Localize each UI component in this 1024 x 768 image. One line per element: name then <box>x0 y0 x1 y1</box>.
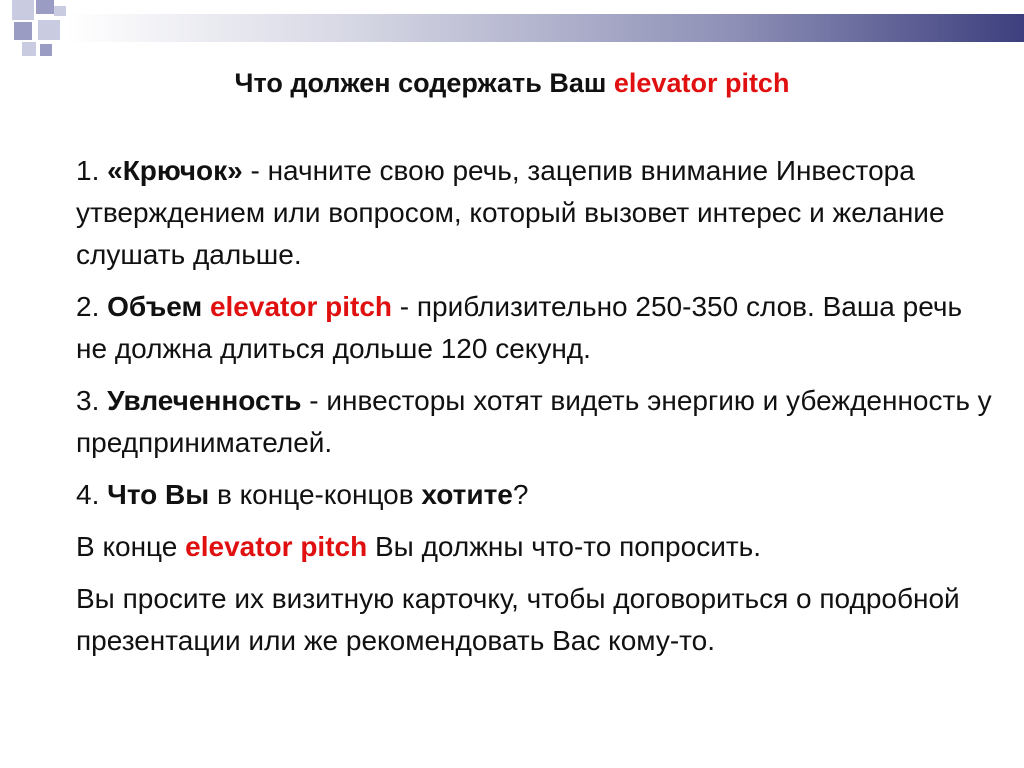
header-gradient-bar <box>66 14 1024 42</box>
point-4-keyword-1: Что Вы <box>107 479 210 510</box>
point-2-accent: elevator pitch <box>209 291 393 322</box>
deco-square <box>54 6 66 16</box>
deco-square <box>38 20 60 40</box>
point-2-keyword: Объем <box>107 291 210 322</box>
deco-square <box>22 42 36 56</box>
point-3-keyword: Увлеченность <box>107 385 302 416</box>
point-4-text: в конце-концов <box>209 479 422 510</box>
point-2-number: 2. <box>76 291 108 322</box>
deco-square <box>40 44 52 56</box>
point-3 <box>76 380 996 464</box>
point-3-text: - инвесторы хотят видеть энергию и убежденность у предпринимателей. <box>76 385 992 458</box>
point-2-text: - приблизительно 250-350 слов. Ваша речь не должна длиться дольше 120 секунд. <box>76 291 963 364</box>
point-1-text: - начните свою речь, зацепив внимание Инвестора утверждением или вопросом, который вызовет интерес и желание слушать дальше. <box>76 155 945 270</box>
slide-body <box>76 150 996 672</box>
point-6 <box>76 578 996 662</box>
point-1 <box>76 150 996 276</box>
deco-square <box>36 0 54 14</box>
point-4-number: 4. <box>76 479 108 510</box>
point-2 <box>76 286 996 370</box>
title-text: Что должен содержать Ваш <box>234 68 614 98</box>
point-5 <box>76 526 996 568</box>
point-5-accent: elevator pitch <box>185 531 368 562</box>
deco-square <box>14 22 32 40</box>
point-4-keyword-2: хотите <box>421 479 513 510</box>
point-3-number: 3. <box>76 385 108 416</box>
point-1-number: 1. <box>76 155 108 186</box>
point-6-text: Вы просите их визитную карточку, чтобы договориться о подробной презентации или же рекомендовать Вас кому-то. <box>76 583 960 656</box>
point-5-prefix: В конце <box>76 531 186 562</box>
slide-title <box>0 68 1024 99</box>
deco-square <box>12 0 34 20</box>
title-accent: elevator pitch <box>613 68 790 98</box>
point-5-text: Вы должны что-то попросить. <box>367 531 762 562</box>
point-4-end: ? <box>512 479 529 510</box>
point-4 <box>76 474 996 516</box>
point-1-keyword: «Крючок» <box>107 155 243 186</box>
